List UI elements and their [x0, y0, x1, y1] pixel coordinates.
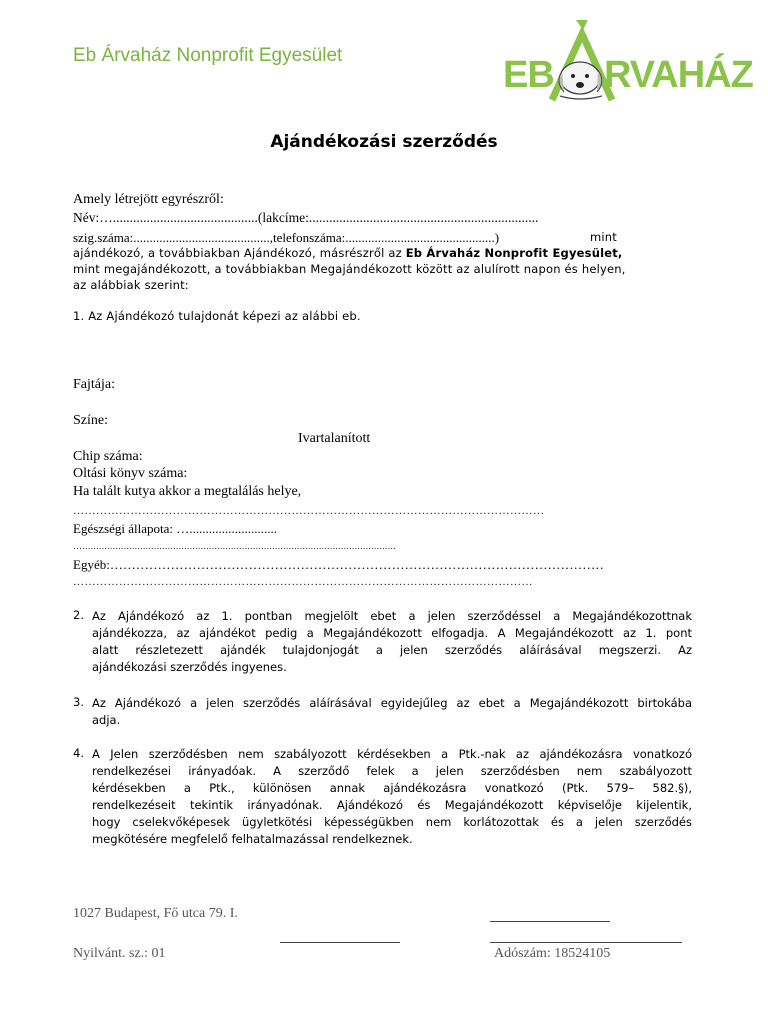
signature-line-donor	[280, 942, 400, 943]
document-title: Ajándékozási szerződés	[270, 132, 498, 152]
footer-address: 1027 Budapest, Fő utca 79. I.	[73, 906, 238, 921]
item-3-line: Az Ajándékozó a jelen szerződés aláírásával egyidejűleg az ebet a Megajándékozott birtokába	[92, 696, 692, 710]
item-4-text	[92, 746, 692, 848]
association-name-bold: Eb Árvaház Nonprofit Egyesület,	[405, 246, 623, 260]
item-1: 1. Az Ajándékozó tulajdonát képezi az alábbi eb.	[73, 309, 361, 323]
item-4-line: rendelkezéseit tekintik irányadónak. Ajándékozó és Megajándékozott képviselője kijelentik,	[92, 798, 692, 812]
chip-number-field: Chip száma:	[73, 449, 143, 464]
item-2-line: ajándékozási szerződés ingyenes.	[92, 660, 287, 674]
item-4-line: A Jelen szerződésben nem szabályozott kérdésekben a Ptk.-nak az ajándékozásra vonatkozó	[92, 747, 692, 761]
neutered-label: Ivartalanított	[298, 431, 371, 446]
intro-paragraph-line2: mint megajándékozott, a továbbiakban Megajándékozott között az alulírott napon és helyen,	[73, 262, 626, 276]
item-4-line: rendelkezései irányadóak. A szerződő felek a jelen szerződésben nem szabályozott	[92, 764, 692, 778]
intro-mint: mint	[590, 230, 617, 244]
health-status-field: Egészségi állapota: …...........................	[73, 521, 277, 536]
organization-name: Eb Árvaház Nonprofit Egyesület	[73, 45, 343, 66]
item-2-line: Az Ajándékozó az 1. pontban megjelölt ebet a jelen szerződéssel a Megajándékozottnak	[92, 609, 692, 623]
item-4-line: hogy cselekvőképesek ügyletkötési képességükben nem korlátozottak és a jelen szerződés	[92, 815, 692, 829]
item-4-line: megkötésére megfelelő felhatalmazással rendelkeznek.	[92, 832, 413, 846]
intro-line: Amely létrejött egyrészről:	[73, 192, 224, 207]
item-4-number: 4.	[73, 746, 84, 760]
intro-paragraph-line1	[73, 246, 622, 260]
logo-text-left: EB	[503, 54, 554, 96]
item-3-number: 3.	[73, 695, 84, 709]
breed-field: Fajtája:	[73, 377, 115, 392]
logo-text-right: RVAHÁZ	[604, 54, 753, 96]
intro-paragraph-line3: az alábbiak szerint:	[73, 278, 189, 292]
signature-line-donee	[490, 942, 682, 943]
name-address-field: Név:…...........................................(lakcíme:....................................................................	[73, 210, 539, 225]
dotted-line-3: …………………………………………………………………………………………………………	[73, 576, 533, 588]
found-location-field: Ha talált kutya akkor a megtalálás helye,	[73, 484, 302, 499]
dotted-line-2: …..................................................................................................................	[73, 541, 396, 551]
item-4-line: kérdésekben a Ptk., különösen annak ajándékozásra vonatkozó (Ptk. 579– 582.§),	[92, 781, 692, 795]
item-2-line: alatt részletezett ajándék tulajdonjogát a jelen szerződés aláírásával megszerzi. Az	[92, 643, 692, 657]
registration-number: Nyilvánt. sz.: 01	[73, 946, 166, 961]
id-phone-field: szig.száma:..........................................,telefonszáma:..............................................)	[73, 230, 500, 245]
eb-arvahaz-logo	[500, 16, 753, 106]
item-3-text	[92, 695, 692, 729]
item-3-line: adja.	[92, 713, 121, 727]
signature-line-donee-top	[490, 921, 610, 922]
item-2-number: 2.	[73, 608, 84, 622]
item-2-text	[92, 608, 692, 676]
item-2-line: ajándékozza, az ajándékot pedig a Megajándékozott elfogadja. A Megajándékozott az 1. pont	[92, 626, 692, 640]
intro-text-a: ajándékozó, a továbbiakban Ajándékozó, másrészről az	[73, 246, 406, 260]
color-field: Színe:	[73, 413, 108, 428]
other-field: Egyéb:……………………………………………………………………………………………………	[73, 557, 604, 572]
vaccination-book-field: Oltási könyv száma:	[73, 466, 188, 481]
tax-number: Adószám: 18524105	[494, 946, 611, 961]
dotted-line-1: ……………………………………………………………………………………………………………	[73, 505, 545, 517]
